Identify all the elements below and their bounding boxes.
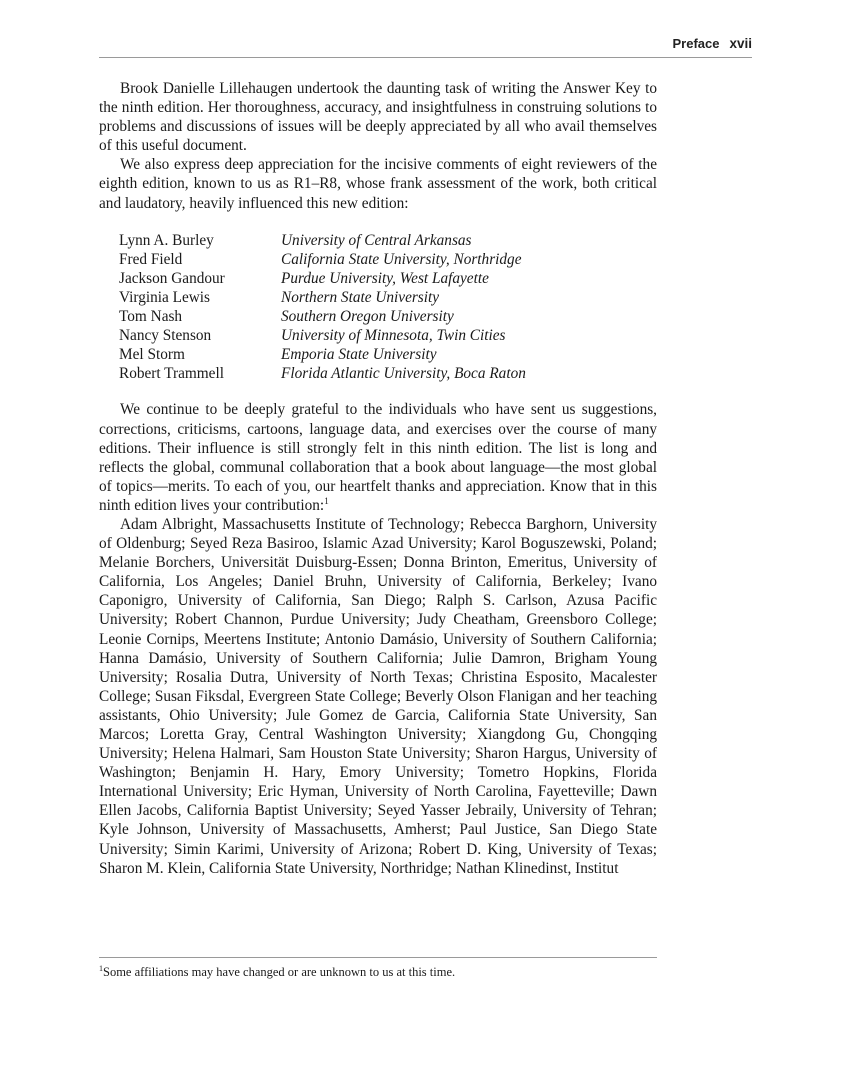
reviewer-name: Tom Nash <box>119 308 183 326</box>
reviewer-name: Virginia Lewis <box>119 288 210 306</box>
paragraph-reviewers-intro: We also express deep appreciation for the incisive comments of eight reviewers of the eighth edition, known to us as R1–R8, whose frank assessment of the work, both critical and laudatory, heavily influenced this new edition: <box>99 156 657 212</box>
reviewer-name: Lynn A. Burley <box>119 231 214 249</box>
reviewer-name: Nancy Stenson <box>119 327 212 345</box>
reviewer-row <box>119 288 657 307</box>
footnote-rule <box>99 957 657 958</box>
reviewer-name: Robert Trammell <box>119 365 224 383</box>
paragraph-answer-key: Brook Danielle Lillehaugen undertook the daunting task of writing the Answer Key to the ninth edition. Her thoroughness, accuracy, and insightfulness in construing solutions to problems and discussions of issues will be deeply appreciated by all who avail themselves of this useful document. <box>99 80 657 155</box>
footnote-ref: 1 <box>324 495 329 506</box>
paragraph-contributors: Adam Albright, Massachusetts Institute of Technology; Rebecca Barghorn, University of Oldenburg; Seyed Reza Basiroo, Islamic Azad University; Karol Boguszewski, Poland; Melanie Borchers, Universität Duisburg-Essen; Donna Brinton, Emeritus, University of California, Los Angeles; Daniel Bruhn, University of California, Berkeley; Ivano Caponigro, University of California, San Diego; Ralph S. Carlson, Azusa Pacific University; Robert Channon, Purdue University; Judy Cheatham, Greensboro College; Leonie Cornips, Meertens Institute; Antonio Damásio, University of Southern California; Hanna Damásio, University of Southern California; Julie Damron, Brigham Young University; Rosalia Dutra, University of North Texas; Christina Esposito, Macalester College; Susan Fiksdal, Evergreen State College; Beverly Olson Flanigan and her teaching assistants, Ohio University; Jule Gomez de Garcia, California State University, San Marcos; Loretta Gray, Central Washington University; Xiangdong Gu, Chongqing University; Helena Halmari, Sam Houston State University; Sharon Hargus, University of Washington; Benjamin H. Hary, Emory University; Tometro Hopkins, Florida International University; Eric Hyman, University of North Carolina, Fayetteville; Dawn Ellen Jacobs, California Baptist University; Seyed Yasser Jebraily, University of Tehran; Kyle Johnson, University of Massachusetts, Amherst; Paul Justice, San Diego State University; Simin Karimi, University of Arizona; Robert D. King, University of Texas; Sharon M. Klein, California State University, Northridge; Nathan Klinedinst, Institut <box>99 515 657 877</box>
reviewer-row <box>119 250 657 269</box>
reviewer-row <box>119 326 657 345</box>
reviewer-list <box>119 231 657 384</box>
footnote-marker: 1 <box>99 963 103 973</box>
running-head-section: Preface <box>672 36 720 51</box>
reviewer-row <box>119 345 657 364</box>
reviewer-name: Mel Storm <box>119 346 185 364</box>
reviewer-name: Fred Field <box>119 250 183 268</box>
reviewer-row <box>119 231 657 250</box>
reviewer-name: Jackson Gandour <box>119 269 225 287</box>
reviewer-row <box>119 307 657 326</box>
reviewer-affiliation: Purdue University, West Lafayette <box>281 269 489 287</box>
footnote-text: Some affiliations may have changed or are unknown to us at this time. <box>103 965 456 979</box>
header-rule <box>99 57 752 58</box>
reviewer-affiliation: Northern State University <box>281 288 440 306</box>
page-number: xvii <box>729 36 752 51</box>
reviewer-affiliation: University of Central Arkansas <box>281 231 472 249</box>
reviewer-row <box>119 269 657 288</box>
paragraph-gratitude <box>99 400 657 515</box>
reviewer-affiliation: University of Minnesota, Twin Cities <box>281 327 506 345</box>
reviewer-affiliation: Emporia State University <box>281 346 437 364</box>
reviewer-affiliation: Florida Atlantic University, Boca Raton <box>281 365 526 383</box>
reviewer-row <box>119 364 657 383</box>
body-text <box>99 79 657 878</box>
gratitude-text: We continue to be deeply grateful to the individuals who have sent us suggestions, corrections, criticisms, cartoons, language data, and exercises over the course of many editions. Their influence is still strongly felt in this ninth edition. The list is long and reflects the global, communal collaboration that a book about language—the most global of topics—merits. To each of you, our heartfelt thanks and appreciation. Know that in this ninth edition lives your contribution: <box>99 401 657 514</box>
reviewer-affiliation: California State University, Northridge <box>281 250 522 268</box>
running-head <box>99 36 752 51</box>
reviewer-affiliation: Southern Oregon University <box>281 308 454 326</box>
footnote <box>99 964 657 980</box>
